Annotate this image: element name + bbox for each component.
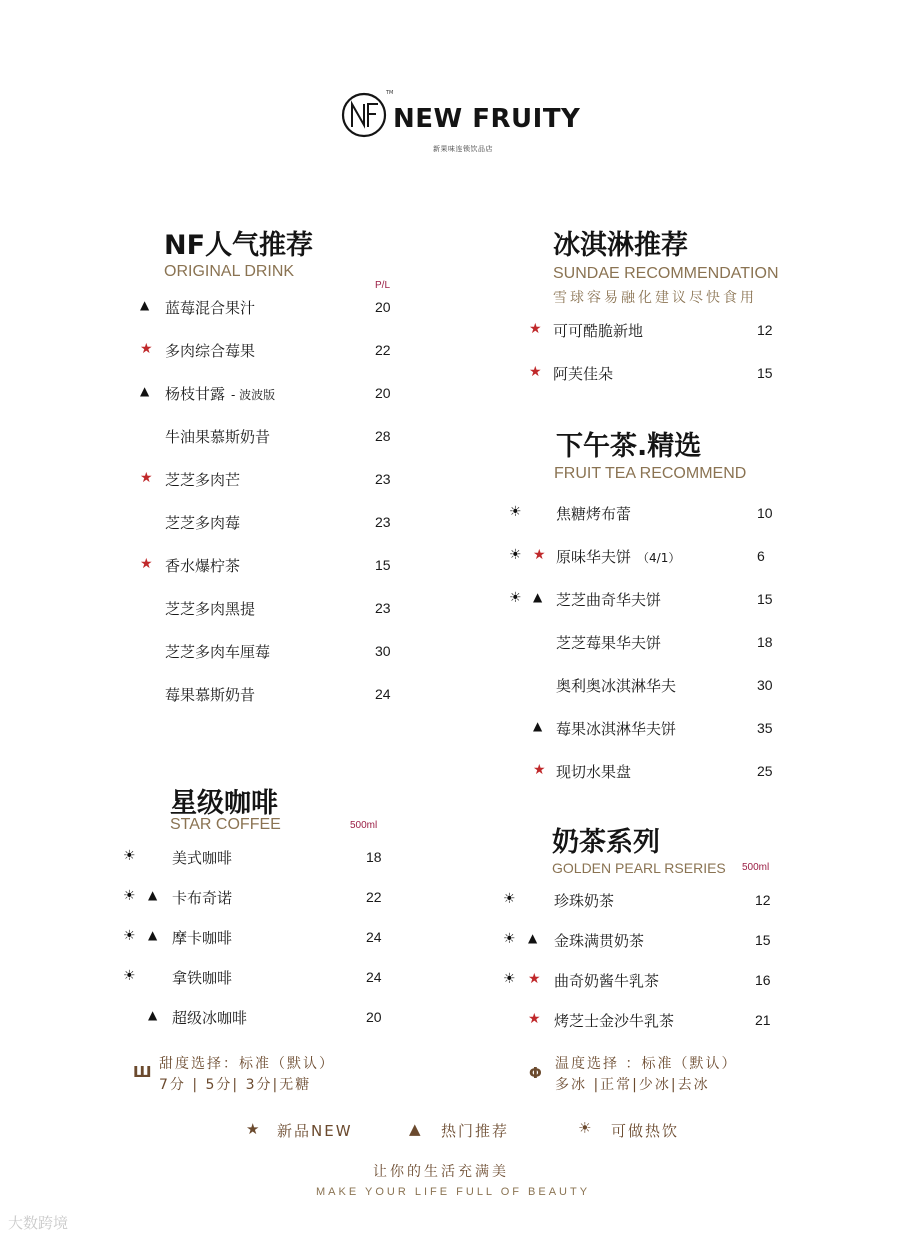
menu-item-label: 美式咖啡 (172, 849, 233, 867)
menu-item-name (553, 363, 613, 384)
menu-item-label: 焦糖烤布蕾 (556, 505, 632, 523)
menu-item-name (556, 675, 676, 696)
menu-item-name (556, 761, 631, 782)
sweetness-options-title: 甜度选择：标准（默认） (159, 1056, 335, 1072)
watermark: 大数跨境 (8, 1214, 69, 1232)
new-item-star-icon: ★ (528, 971, 541, 987)
menu-item-price: 18 (757, 634, 773, 650)
menu-item-name (172, 847, 232, 868)
menu-item-label: 拿铁咖啡 (172, 969, 233, 987)
menu-item-label: 杨枝甘露 (165, 385, 226, 403)
menu-item-label: 可可酷脆新地 (553, 322, 644, 340)
hot-drink-icon: ☀ (509, 547, 522, 563)
menu-item-price: 12 (757, 322, 773, 338)
popular-triangle-icon: ▲ (148, 1008, 158, 1022)
hot-drink-icon: ☀ (503, 931, 516, 947)
menu-item-name (556, 589, 661, 610)
menu-item-label: 多肉综合莓果 (165, 342, 256, 360)
menu-item-name (554, 890, 614, 911)
menu-item-label: 芝芝多肉莓 (165, 514, 241, 532)
menu-item-name (165, 684, 255, 705)
menu-item-price: 15 (375, 557, 391, 573)
legend-new-label: 新品NEW (277, 1122, 353, 1140)
hot-drink-icon: ☀ (509, 504, 522, 520)
sundae-note: 雪球容易融化建议尽快食用 (553, 290, 757, 306)
menu-item-price: 20 (375, 299, 391, 315)
unit-label-coffee: 500ml (350, 820, 378, 831)
legend-sun-icon: ☀ (578, 1119, 592, 1137)
new-item-star-icon: ★ (529, 321, 542, 337)
section-title-popular: NF人气推荐 (164, 230, 314, 261)
hot-drink-icon: ☀ (503, 891, 516, 907)
menu-item-price: 24 (375, 686, 391, 702)
section-subtitle-tea: FRUIT TEA RECOMMEND (554, 465, 747, 482)
popular-triangle-icon: ▲ (533, 719, 543, 733)
menu-item-name (172, 887, 232, 908)
hot-drink-icon: ☀ (123, 928, 136, 944)
trademark-mark: TM (386, 90, 394, 96)
brand-logo (341, 92, 387, 138)
new-item-star-icon: ★ (529, 364, 542, 380)
section-subtitle-sundae: SUNDAE RECOMMENDATION (553, 265, 779, 282)
menu-item-label: 卡布奇诺 (172, 889, 233, 907)
menu-item-name (556, 632, 661, 653)
menu-item-price: 28 (375, 428, 391, 444)
popular-triangle-icon: ▲ (140, 384, 150, 398)
menu-item-name (556, 718, 676, 739)
section-title-sundae: 冰淇淋推荐 (553, 230, 688, 261)
temperature-options-values: 多冰 |正常|少冰|去冰 (555, 1077, 710, 1093)
menu-item-price: 15 (755, 932, 771, 948)
menu-item-label: 现切水果盘 (556, 763, 632, 781)
menu-item-price: 24 (366, 929, 382, 945)
section-subtitle-coffee: STAR COFFEE (170, 816, 281, 833)
menu-item-price: 24 (366, 969, 382, 985)
menu-item-name (165, 641, 270, 662)
menu-item-label: 烤芝士金沙牛乳茶 (554, 1012, 675, 1030)
menu-item-price: 25 (757, 763, 773, 779)
menu-item-price: 22 (375, 342, 391, 358)
menu-item-name (165, 297, 255, 318)
temperature-options-title: 温度选择 ：标准（默认） (555, 1056, 738, 1072)
menu-item-price: 12 (755, 892, 771, 908)
popular-triangle-icon: ▲ (148, 928, 158, 942)
menu-item-price: 23 (375, 514, 391, 530)
menu-item-variant: （4/1） (637, 551, 681, 565)
menu-item-label: 牛油果慕斯奶昔 (165, 428, 271, 446)
menu-item-label: 莓果冰淇淋华夫饼 (556, 720, 677, 738)
menu-item-label: 奥利奥冰淇淋华夫 (556, 677, 677, 695)
menu-item-price: 30 (375, 643, 391, 659)
menu-item-price: 23 (375, 471, 391, 487)
menu-item-label: 莓果慕斯奶昔 (165, 686, 256, 704)
menu-item-label: 芝芝曲奇华夫饼 (556, 591, 662, 609)
section-subtitle-popular: ORIGINAL DRINK (164, 263, 295, 280)
menu-item-name (165, 469, 240, 490)
section-title-tea: 下午茶.精选 (556, 431, 702, 462)
menu-item-label: 摩卡咖啡 (172, 929, 233, 947)
slogan: 让你的生活充满美 (373, 1164, 509, 1180)
hot-drink-icon: ☀ (123, 888, 136, 904)
hot-drink-icon: ☀ (123, 968, 136, 984)
menu-item-name (165, 426, 270, 447)
menu-item-name (165, 555, 240, 576)
legend-star-icon: ★ (246, 1120, 260, 1138)
menu-item-name (554, 930, 644, 951)
section-title-coffee: 星级咖啡 (170, 788, 278, 819)
menu-item-label: 蓝莓混合果汁 (165, 299, 256, 317)
menu-item-price: 15 (757, 365, 773, 381)
menu-item-name (554, 1010, 674, 1031)
new-item-star-icon: ★ (533, 762, 546, 778)
menu-item-price: 22 (366, 889, 382, 905)
new-item-star-icon: ★ (140, 341, 153, 357)
menu-item-price: 16 (755, 972, 771, 988)
new-item-star-icon: ★ (528, 1011, 541, 1027)
menu-item-variant: - 波波版 (231, 388, 276, 402)
popular-triangle-icon: ▲ (528, 931, 538, 945)
sweetness-options-values: 7分 | 5分| 3分|无糖 (159, 1077, 312, 1093)
menu-item-price: 35 (757, 720, 773, 736)
legend-hot-label: 热门推荐 (441, 1122, 510, 1140)
hot-drink-icon: ☀ (123, 848, 136, 864)
menu-item-name (553, 320, 643, 341)
legend-warm-label: 可做热饮 (611, 1122, 680, 1140)
menu-item-label: 香水爆柠茶 (165, 557, 241, 575)
hot-drink-icon: ☀ (509, 590, 522, 606)
menu-item-label: 原味华夫饼 (556, 548, 632, 566)
menu-item-price: 18 (366, 849, 382, 865)
new-item-star-icon: ★ (533, 547, 546, 563)
unit-label-popular: P/L (375, 280, 391, 291)
slogan-english: MAKE YOUR LIFE FULL OF BEAUTY (316, 1186, 591, 1198)
popular-triangle-icon: ▲ (533, 590, 543, 604)
menu-item-price: 15 (757, 591, 773, 607)
legend-triangle-icon: ▲ (409, 1120, 421, 1138)
menu-item-label: 超级冰咖啡 (172, 1009, 248, 1027)
popular-triangle-icon: ▲ (148, 888, 158, 902)
menu-item-label: 曲奇奶酱牛乳茶 (554, 972, 660, 990)
new-item-star-icon: ★ (140, 470, 153, 486)
menu-item-name (172, 927, 232, 948)
menu-item-name (165, 340, 255, 361)
menu-item-name (165, 598, 255, 619)
menu-item-name (172, 1007, 247, 1028)
menu-item-label: 芝芝多肉芒 (165, 471, 241, 489)
menu-item-price: 20 (366, 1009, 382, 1025)
menu-item-label: 芝芝莓果华夫饼 (556, 634, 662, 652)
new-item-star-icon: ★ (140, 556, 153, 572)
menu-item-price: 23 (375, 600, 391, 616)
sweetness-icon: Ш (133, 1063, 152, 1081)
unit-label-milktea: 500ml (742, 862, 770, 873)
menu-item-label: 阿芙佳朵 (553, 365, 614, 383)
menu-item-label: 金珠满贯奶茶 (554, 932, 645, 950)
menu-item-price: 30 (757, 677, 773, 693)
hot-drink-icon: ☀ (503, 971, 516, 987)
section-subtitle-milktea: GOLDEN PEARL RSERIES (552, 860, 726, 876)
nf-logo-icon (341, 92, 387, 138)
menu-item-name (554, 970, 659, 991)
menu-item-name (165, 512, 240, 533)
temperature-icon: Φ (529, 1064, 542, 1082)
brand-name: NEW FRUITY (393, 104, 581, 134)
section-title-milktea: 奶茶系列 (552, 827, 660, 858)
menu-item-label: 芝芝多肉车厘莓 (165, 643, 271, 661)
menu-item-price: 20 (375, 385, 391, 401)
menu-item-price: 10 (757, 505, 773, 521)
menu-item-price: 6 (757, 548, 765, 564)
menu-item-label: 芝芝多肉黑提 (165, 600, 256, 618)
brand-tagline: 新果味连锁饮品店 (433, 145, 493, 153)
menu-item-name (165, 383, 275, 404)
menu-item-name (556, 546, 680, 567)
menu-item-label: 珍珠奶茶 (554, 892, 615, 910)
popular-triangle-icon: ▲ (140, 298, 150, 312)
menu-item-price: 21 (755, 1012, 771, 1028)
menu-item-name (172, 967, 232, 988)
menu-item-name (556, 503, 631, 524)
